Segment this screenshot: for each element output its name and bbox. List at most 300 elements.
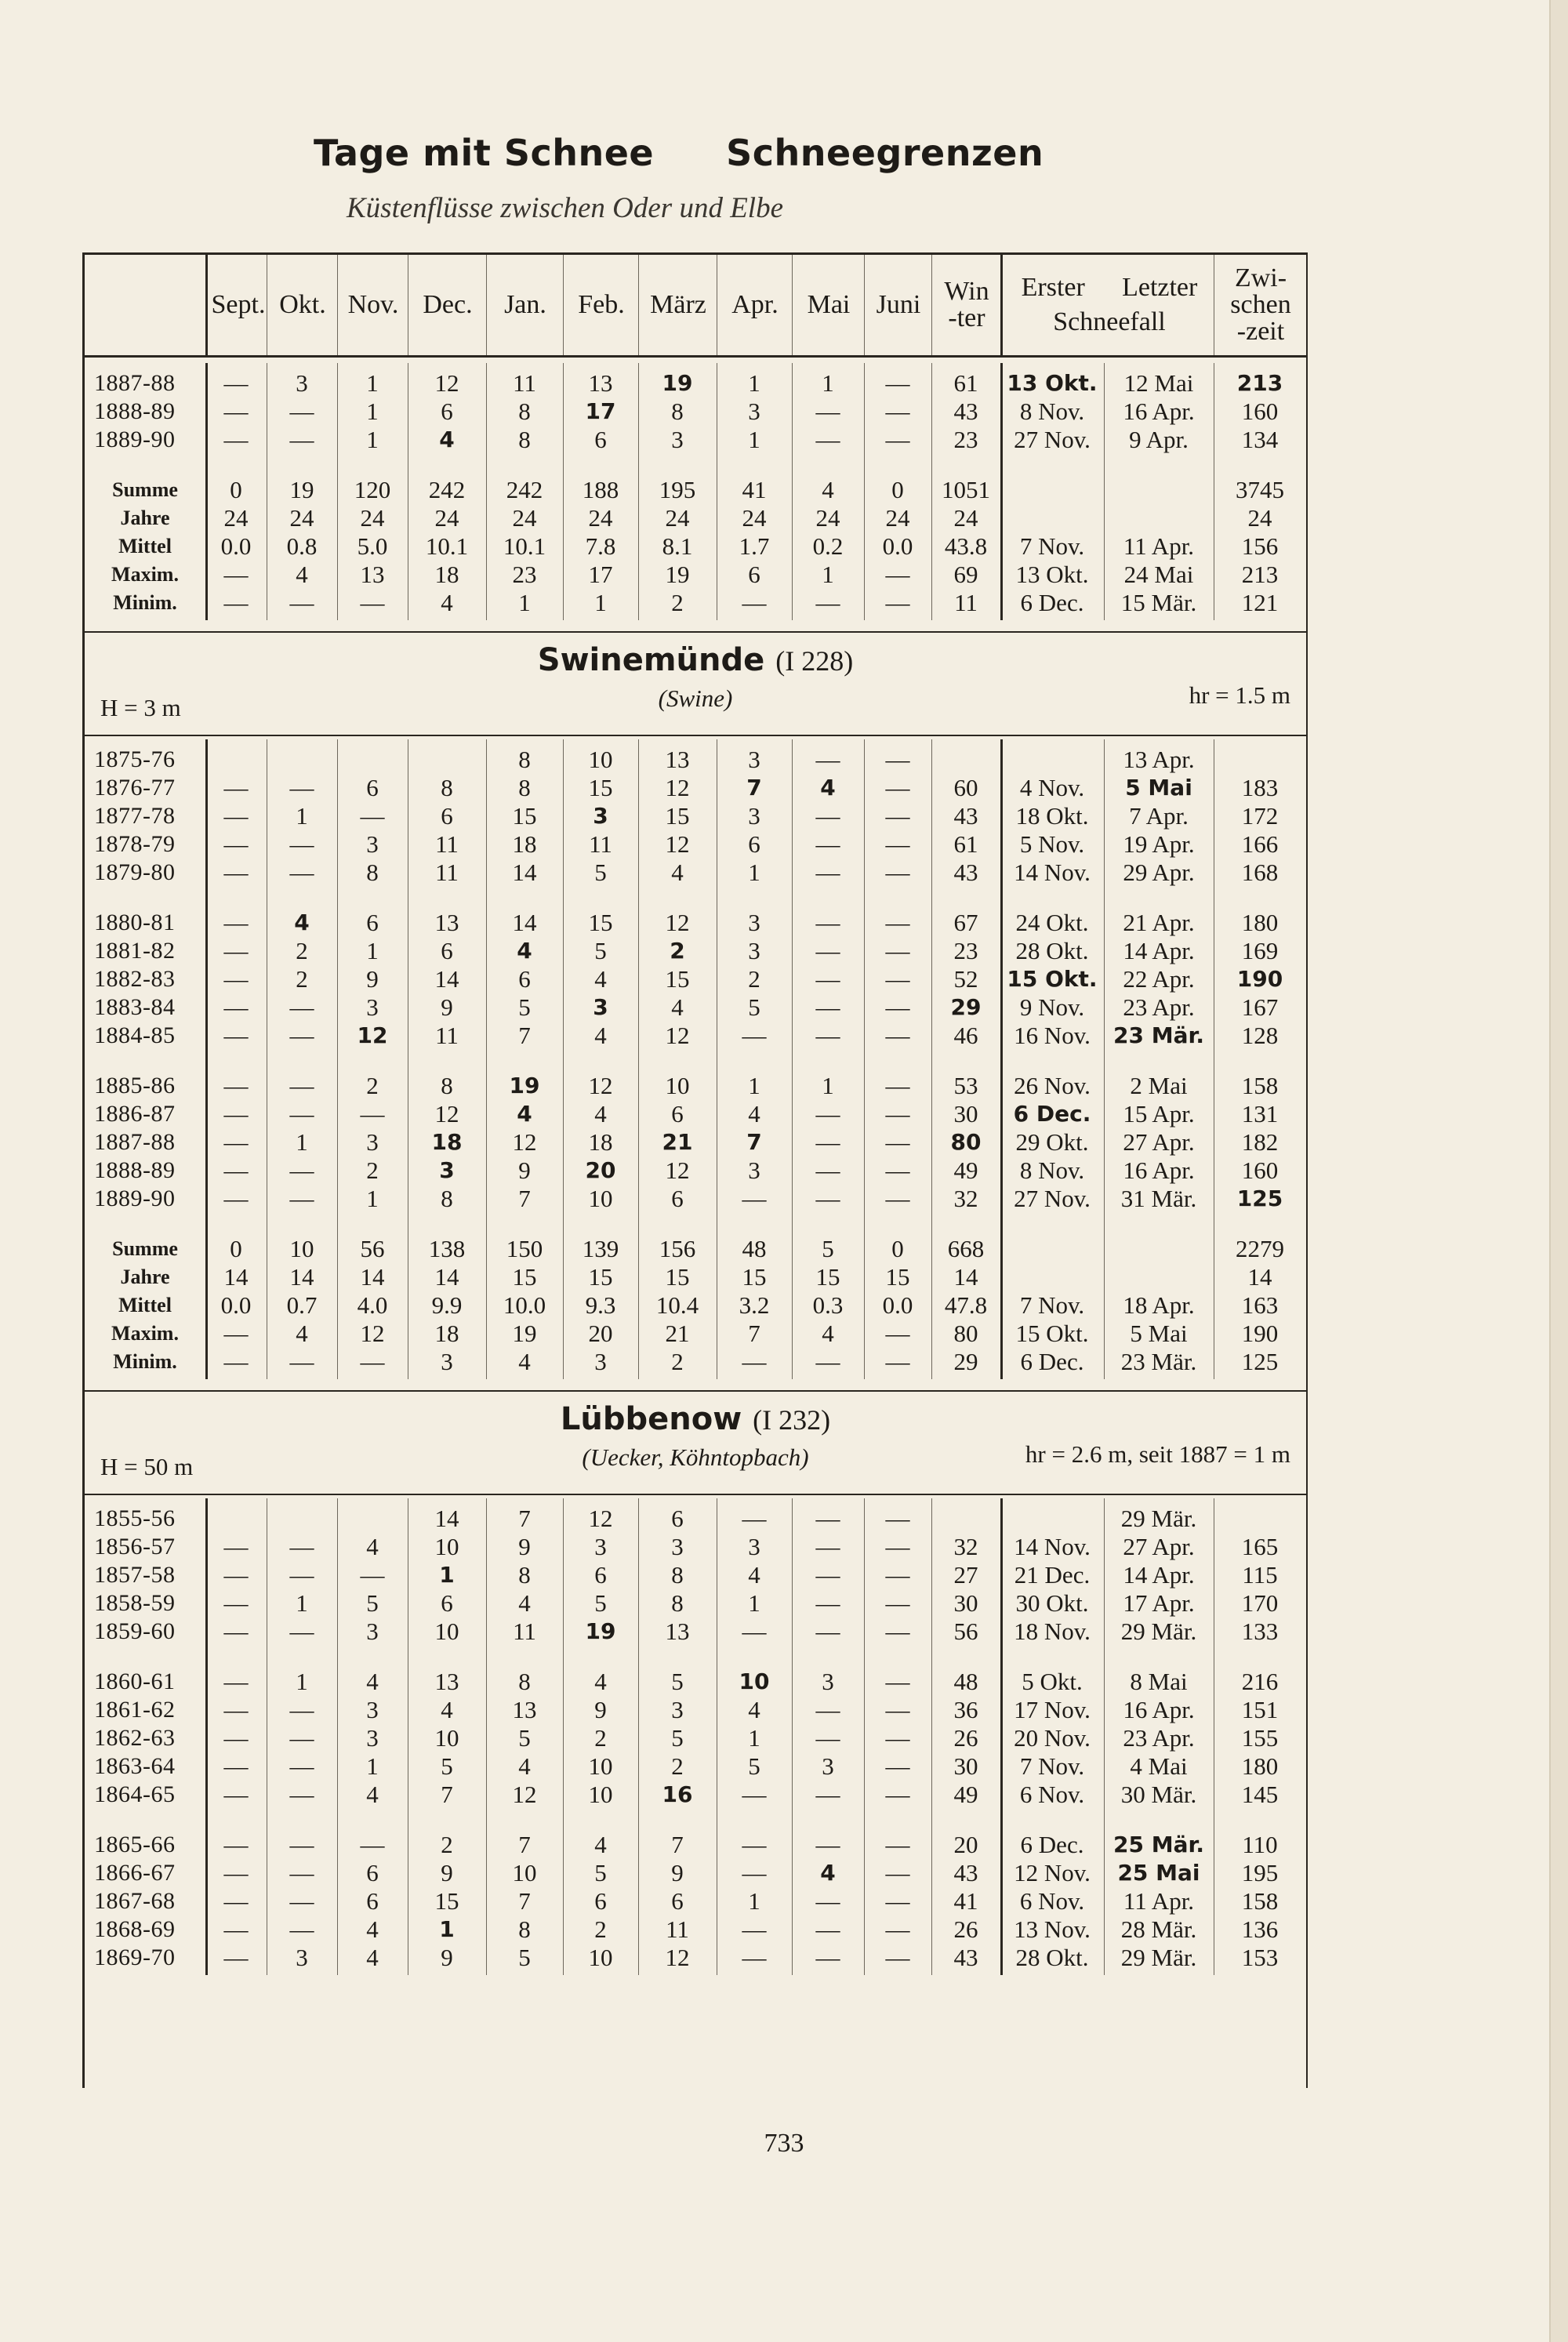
stat-label: Summe — [112, 478, 178, 501]
table-cell: — — [815, 1128, 840, 1156]
table-cell: 5 — [594, 1859, 607, 1886]
table-cell: 13 — [434, 1668, 459, 1695]
table-cell: — — [885, 589, 910, 616]
winter-label: 1878-79 — [94, 831, 176, 857]
table-cell: 7 Nov. — [1019, 1752, 1085, 1780]
table-cell: 11 — [435, 1022, 459, 1049]
table-cell: 3 — [748, 1156, 760, 1184]
table-cell: 15 — [588, 909, 613, 936]
table-cell: 15 — [512, 1263, 537, 1291]
column-rule — [638, 739, 639, 1379]
table-cell: 12 — [512, 1781, 537, 1808]
table-cell: 10.1 — [425, 532, 469, 560]
table-cell: 3.2 — [739, 1291, 770, 1319]
table-cell: 0.0 — [220, 1291, 252, 1319]
table-cell: 14 — [289, 1263, 314, 1291]
table-cell: — — [223, 937, 249, 964]
table-cell: 2 — [671, 589, 684, 616]
table-cell: — — [289, 1696, 314, 1723]
table-cell: 13 — [665, 746, 690, 773]
table-cell: 4 — [366, 1915, 379, 1943]
table-cell: — — [360, 1831, 385, 1858]
table-cell: 7 — [748, 1320, 760, 1347]
table-cell: — — [815, 859, 840, 886]
table-cell: 6 Dec. — [1020, 1831, 1084, 1858]
table-cell: 4 — [594, 1022, 607, 1049]
table-cell: 2 — [296, 965, 308, 993]
winter-label: 1887-88 — [94, 370, 176, 396]
table-cell: 6 — [594, 1561, 607, 1589]
table-row — [85, 802, 1306, 830]
table-cell: 3 — [296, 369, 308, 397]
table-cell: 7 — [518, 1022, 531, 1049]
table-cell: 24 Mai — [1123, 561, 1194, 588]
table-cell: 3 — [366, 1724, 379, 1752]
table-cell: 24 — [665, 504, 690, 532]
table-cell: 23 Mär. — [1113, 1022, 1204, 1048]
table-cell: 12 — [434, 1100, 459, 1127]
table-cell: 1.7 — [739, 532, 770, 560]
table-cell: — — [360, 802, 385, 830]
table-cell: 12 — [588, 1072, 613, 1099]
table-cell: 4 — [518, 1589, 531, 1617]
snow-gauge-height: hr = 2.6 m, seit 1887 = 1 m — [1025, 1440, 1290, 1468]
table-cell: 5 — [594, 1589, 607, 1617]
header-maerz: März — [638, 255, 717, 355]
table-cell: 14 — [434, 1263, 459, 1291]
table-cell: 12 — [665, 830, 690, 858]
table-cell: 3 — [593, 803, 608, 829]
table-cell: 4 — [366, 1781, 379, 1808]
table-cell: 7.8 — [585, 532, 616, 560]
winter-label: 1867-68 — [94, 1888, 176, 1914]
table-cell: 23 Mär. — [1120, 1348, 1197, 1375]
table-cell: 1 — [748, 1724, 760, 1752]
table-cell: 166 — [1241, 830, 1279, 858]
table-cell: 4 — [366, 1944, 379, 1971]
table-row — [85, 369, 1306, 398]
stat-label: Summe — [112, 1237, 178, 1260]
table-cell: 19 — [512, 1320, 537, 1347]
table-cell: 8 — [441, 1185, 453, 1212]
table-cell: — — [223, 1348, 249, 1375]
table-cell: 23 — [953, 937, 978, 964]
table-cell: 167 — [1241, 993, 1279, 1021]
table-cell: 10 — [434, 1724, 459, 1752]
table-cell: 14 — [512, 859, 537, 886]
table-cell: 5 — [671, 1724, 684, 1752]
table-cell: 2 Mai — [1130, 1072, 1188, 1099]
table-cell: 14 — [1247, 1263, 1272, 1291]
table-cell: — — [223, 830, 249, 858]
table-cell: — — [223, 1915, 249, 1943]
table-cell: 1 — [748, 859, 760, 886]
table-cell: 169 — [1241, 937, 1279, 964]
column-rule — [864, 1498, 865, 1975]
table-cell: — — [885, 369, 910, 397]
table-cell — [1000, 1235, 1104, 1263]
table-cell: — — [885, 426, 910, 453]
summary-row — [85, 1320, 1306, 1348]
table-cell: 125 — [1241, 1348, 1279, 1375]
table-cell: — — [742, 1831, 767, 1858]
table-cell: 160 — [1241, 398, 1279, 425]
table-cell: 1 — [594, 589, 607, 616]
table-cell: 14 Apr. — [1123, 1561, 1195, 1589]
header-letzter: Letzter — [1122, 273, 1198, 302]
table-cell: 7 — [746, 1129, 762, 1155]
table-cell — [408, 746, 486, 774]
summary-row — [85, 1235, 1306, 1263]
table-cell: 4 — [671, 993, 684, 1021]
header-juni: Juni — [864, 255, 932, 355]
table-cell: 3 — [671, 1533, 684, 1560]
winter-label: 1879-80 — [94, 859, 176, 885]
table-cell: 17 Nov. — [1014, 1696, 1091, 1723]
table-cell: — — [742, 1859, 767, 1886]
table-cell: 32 — [953, 1533, 978, 1560]
table-cell: 10 — [588, 1781, 613, 1808]
table-cell: 180 — [1241, 909, 1279, 936]
table-cell: 18 Nov. — [1014, 1618, 1091, 1645]
table-cell: — — [289, 1533, 314, 1560]
table-cell: — — [223, 1859, 249, 1886]
snow-table — [82, 252, 1308, 2088]
column-rule — [1000, 363, 1003, 620]
table-cell: 3745 — [1236, 476, 1284, 503]
table-cell: 11 — [435, 830, 459, 858]
column-rule — [931, 739, 932, 1379]
table-cell: 213 — [1241, 561, 1279, 588]
table-cell: 7 — [746, 775, 762, 801]
table-cell: — — [885, 937, 910, 964]
winter-label: 1884-85 — [94, 1022, 176, 1048]
table-cell: 8 — [518, 746, 531, 773]
table-cell: 3 — [671, 426, 684, 453]
header-schneefall — [1000, 255, 1216, 355]
table-cell: 24 — [885, 504, 910, 532]
table-cell: 14 — [434, 965, 459, 993]
table-cell: 6 — [748, 830, 760, 858]
heading-left: Tage mit Schnee — [314, 132, 655, 174]
table-cell: 5 — [748, 1752, 760, 1780]
table-cell: 20 — [588, 1320, 613, 1347]
table-cell: 43 — [953, 398, 978, 425]
winter-label: 1882-83 — [94, 966, 176, 992]
table-cell: 4 — [518, 1752, 531, 1780]
table-cell: — — [815, 398, 840, 425]
table-cell: 182 — [1241, 1128, 1279, 1156]
table-cell: 6 — [748, 561, 760, 588]
table-cell: 1 — [748, 1589, 760, 1617]
table-cell: — — [223, 369, 249, 397]
table-cell: — — [815, 1724, 840, 1752]
summary-row — [85, 1263, 1306, 1291]
header-schneefall-label: Schneefall — [1053, 307, 1166, 336]
table-cell: 3 — [822, 1752, 834, 1780]
table-cell: 10 — [588, 746, 613, 773]
table-cell: — — [885, 1505, 910, 1532]
table-cell: 9 — [441, 993, 453, 1021]
table-row — [85, 1533, 1306, 1561]
table-cell: 13 Okt. — [1015, 561, 1089, 588]
table-cell: — — [885, 1128, 910, 1156]
table-cell: 4 — [671, 859, 684, 886]
table-cell: 8 — [671, 398, 684, 425]
column-rule — [486, 739, 487, 1379]
table-cell: — — [815, 1618, 840, 1645]
table-cell: 242 — [506, 476, 543, 503]
table-cell: 47.8 — [944, 1291, 988, 1319]
table-cell: 134 — [1241, 426, 1279, 453]
table-cell: — — [885, 1831, 910, 1858]
table-cell: 15 — [665, 1263, 690, 1291]
table-cell: — — [289, 1781, 314, 1808]
header-nov: Nov. — [337, 255, 408, 355]
table-cell: 6 — [441, 1589, 453, 1617]
table-cell: — — [223, 1589, 249, 1617]
table-cell: — — [289, 1887, 314, 1915]
table-cell: — — [815, 426, 840, 453]
winter-label: 1881-82 — [94, 938, 176, 964]
table-cell: 0 — [891, 1235, 904, 1262]
table-cell: 67 — [953, 909, 978, 936]
table-cell: 13 — [665, 1618, 690, 1645]
table-cell: 15 — [665, 802, 690, 830]
table-cell: 3 — [748, 746, 760, 773]
table-cell: 12 — [665, 1156, 690, 1184]
table-cell: — — [815, 746, 840, 773]
table-cell: 21 — [665, 1320, 690, 1347]
summary-row — [85, 476, 1306, 504]
winter-label: 1868-69 — [94, 1916, 176, 1942]
table-cell: 19 — [289, 476, 314, 503]
table-cell: 29 Mär. — [1120, 1618, 1197, 1645]
table-row — [85, 909, 1306, 937]
table-cell: 8 — [518, 1668, 531, 1695]
table-cell: — — [885, 1348, 910, 1375]
table-cell: 15 Apr. — [1123, 1100, 1195, 1127]
table-cell: 23 Apr. — [1123, 1724, 1195, 1752]
winter-label: 1869-70 — [94, 1944, 176, 1970]
column-rule — [931, 1498, 932, 1975]
table-cell: — — [742, 1781, 767, 1808]
table-cell: 24 — [434, 504, 459, 532]
table-cell: 12 — [434, 369, 459, 397]
table-cell: 19 — [585, 1618, 616, 1644]
table-row — [85, 1859, 1306, 1887]
table-cell — [931, 1505, 1000, 1533]
table-cell: — — [885, 859, 910, 886]
table-cell: — — [223, 1533, 249, 1560]
stat-label: Maxim. — [111, 1322, 179, 1345]
table-cell: 29 — [953, 1348, 978, 1375]
summary-row — [85, 532, 1306, 561]
table-cell: 4 Mai — [1130, 1752, 1188, 1780]
table-cell: 36 — [953, 1696, 978, 1723]
page-subheading: Küstenflüsse zwischen Oder und Elbe — [347, 192, 784, 224]
table-cell: — — [885, 1156, 910, 1184]
table-cell: — — [815, 1022, 840, 1049]
table-cell: 7 — [518, 1185, 531, 1212]
table-cell: 12 — [512, 1128, 537, 1156]
table-cell: — — [223, 1668, 249, 1695]
table-cell: 10 — [289, 1235, 314, 1262]
table-cell: 4 — [441, 1696, 453, 1723]
table-row — [85, 1185, 1306, 1213]
table-cell: 11 Apr. — [1123, 1887, 1195, 1915]
table-cell: — — [223, 1128, 249, 1156]
table-cell: 1 — [296, 1589, 308, 1617]
table-cell: — — [885, 1072, 910, 1099]
table-cell: 24 — [815, 504, 840, 532]
table-cell: 12 — [360, 1320, 385, 1347]
table-cell: 138 — [428, 1235, 466, 1262]
table-cell: 29 — [950, 994, 982, 1020]
table-cell: 14 — [223, 1263, 249, 1291]
winter-label: 1883-84 — [94, 994, 176, 1020]
table-cell: — — [223, 1696, 249, 1723]
table-cell: 1 — [748, 1887, 760, 1915]
table-cell: 9 — [441, 1859, 453, 1886]
table-cell: 6 — [671, 1505, 684, 1532]
table-cell: 4 — [296, 561, 308, 588]
table-cell: 3 — [366, 1696, 379, 1723]
table-cell: — — [815, 589, 840, 616]
table-cell: 5 — [518, 1944, 531, 1971]
table-cell: 8 Nov. — [1019, 398, 1085, 425]
table-cell: — — [885, 561, 910, 588]
table-cell: — — [289, 1100, 314, 1127]
table-cell: 4.0 — [357, 1291, 388, 1319]
table-cell: 13 — [512, 1696, 537, 1723]
table-cell: 188 — [582, 476, 619, 503]
table-row — [85, 1887, 1306, 1915]
table-cell: — — [223, 965, 249, 993]
table-cell: 0.0 — [882, 532, 913, 560]
table-cell: — — [742, 1618, 767, 1645]
table-cell: 163 — [1241, 1291, 1279, 1319]
table-cell: — — [815, 830, 840, 858]
header-winter — [931, 255, 1001, 355]
table-cell: 9 Apr. — [1129, 426, 1189, 453]
column-rule — [486, 363, 487, 620]
table-cell: 9 — [671, 1859, 684, 1886]
table-cell: — — [742, 1505, 767, 1532]
table-cell: 43.8 — [944, 532, 988, 560]
winter-label: 1856-57 — [94, 1534, 176, 1560]
column-rule — [1104, 363, 1105, 620]
table-cell: 24 — [953, 504, 978, 532]
column-rule — [1104, 739, 1105, 1379]
table-cell: 24 Okt. — [1015, 909, 1089, 936]
table-cell: 145 — [1241, 1781, 1279, 1808]
winter-label: 1858-59 — [94, 1590, 176, 1616]
table-cell: — — [885, 1561, 910, 1589]
winter-label: 1875-76 — [94, 746, 176, 772]
table-cell: 1 — [822, 561, 834, 588]
table-cell: 30 Mär. — [1120, 1781, 1197, 1808]
table-cell: 7 — [518, 1831, 531, 1858]
table-row — [85, 774, 1306, 802]
table-cell: 14 — [360, 1263, 385, 1291]
winter-label: 1886-87 — [94, 1101, 176, 1127]
table-cell: 155 — [1241, 1724, 1279, 1752]
column-rule — [792, 363, 793, 620]
table-cell: — — [223, 1100, 249, 1127]
table-cell: 115 — [1242, 1561, 1278, 1589]
table-cell: 56 — [360, 1235, 385, 1262]
table-cell: 3 — [441, 1348, 453, 1375]
header-jan: Jan. — [486, 255, 564, 355]
table-cell: — — [223, 1022, 249, 1049]
table-row — [85, 1561, 1306, 1589]
column-rule — [563, 1498, 564, 1975]
table-cell: 6 Nov. — [1019, 1781, 1085, 1808]
stat-label: Minim. — [113, 591, 177, 614]
table-cell: 7 — [518, 1887, 531, 1915]
table-header — [85, 255, 1306, 358]
column-rule — [337, 739, 338, 1379]
table-cell: — — [289, 1859, 314, 1886]
table-cell: — — [885, 965, 910, 993]
table-cell: 20 — [953, 1831, 978, 1858]
table-cell: 24 — [289, 504, 314, 532]
table-cell: 0 — [230, 1235, 242, 1262]
table-row — [85, 1156, 1306, 1185]
table-cell: 3 — [748, 909, 760, 936]
table-cell: 5 — [441, 1752, 453, 1780]
table-cell: 4 — [748, 1561, 760, 1589]
table-cell: 10.0 — [503, 1291, 546, 1319]
table-cell — [1000, 1505, 1104, 1533]
table-cell: 5 Mai — [1130, 1320, 1188, 1347]
table-cell: 41 — [953, 1887, 978, 1915]
column-rule — [792, 1498, 793, 1975]
table-cell: 0.7 — [286, 1291, 318, 1319]
table-cell: — — [885, 1887, 910, 1915]
table-cell: 8.1 — [662, 532, 693, 560]
table-cell: 12 — [588, 1505, 613, 1532]
table-cell: — — [289, 1752, 314, 1780]
table-cell: 1 — [518, 589, 531, 616]
table-cell: 0.0 — [882, 1291, 913, 1319]
table-cell: — — [885, 1185, 910, 1212]
table-cell: 156 — [659, 1235, 696, 1262]
table-cell: 8 — [518, 1915, 531, 1943]
column-rule — [337, 1498, 338, 1975]
table-row — [85, 426, 1306, 454]
table-cell: 32 — [953, 1185, 978, 1212]
table-cell: — — [885, 1668, 910, 1695]
table-cell: 0 — [891, 476, 904, 503]
table-cell: — — [360, 1100, 385, 1127]
table-cell: 190 — [1241, 1320, 1279, 1347]
table-cell: — — [885, 1320, 910, 1347]
table-cell: 27 Nov. — [1014, 426, 1091, 453]
table-cell: 16 Apr. — [1123, 1156, 1195, 1184]
table-cell: 1 — [822, 369, 834, 397]
snow-gauge-height: hr = 1.5 m — [1189, 681, 1290, 709]
table-cell: 14 Apr. — [1123, 937, 1195, 964]
table-cell: 5 Mai — [1125, 775, 1192, 801]
table-cell: 1 — [748, 1072, 760, 1099]
table-cell: 14 — [434, 1505, 459, 1532]
table-cell: 18 — [431, 1129, 463, 1155]
table-cell: — — [289, 398, 314, 425]
winter-label: 1862-63 — [94, 1725, 176, 1751]
table-cell: — — [360, 1561, 385, 1589]
